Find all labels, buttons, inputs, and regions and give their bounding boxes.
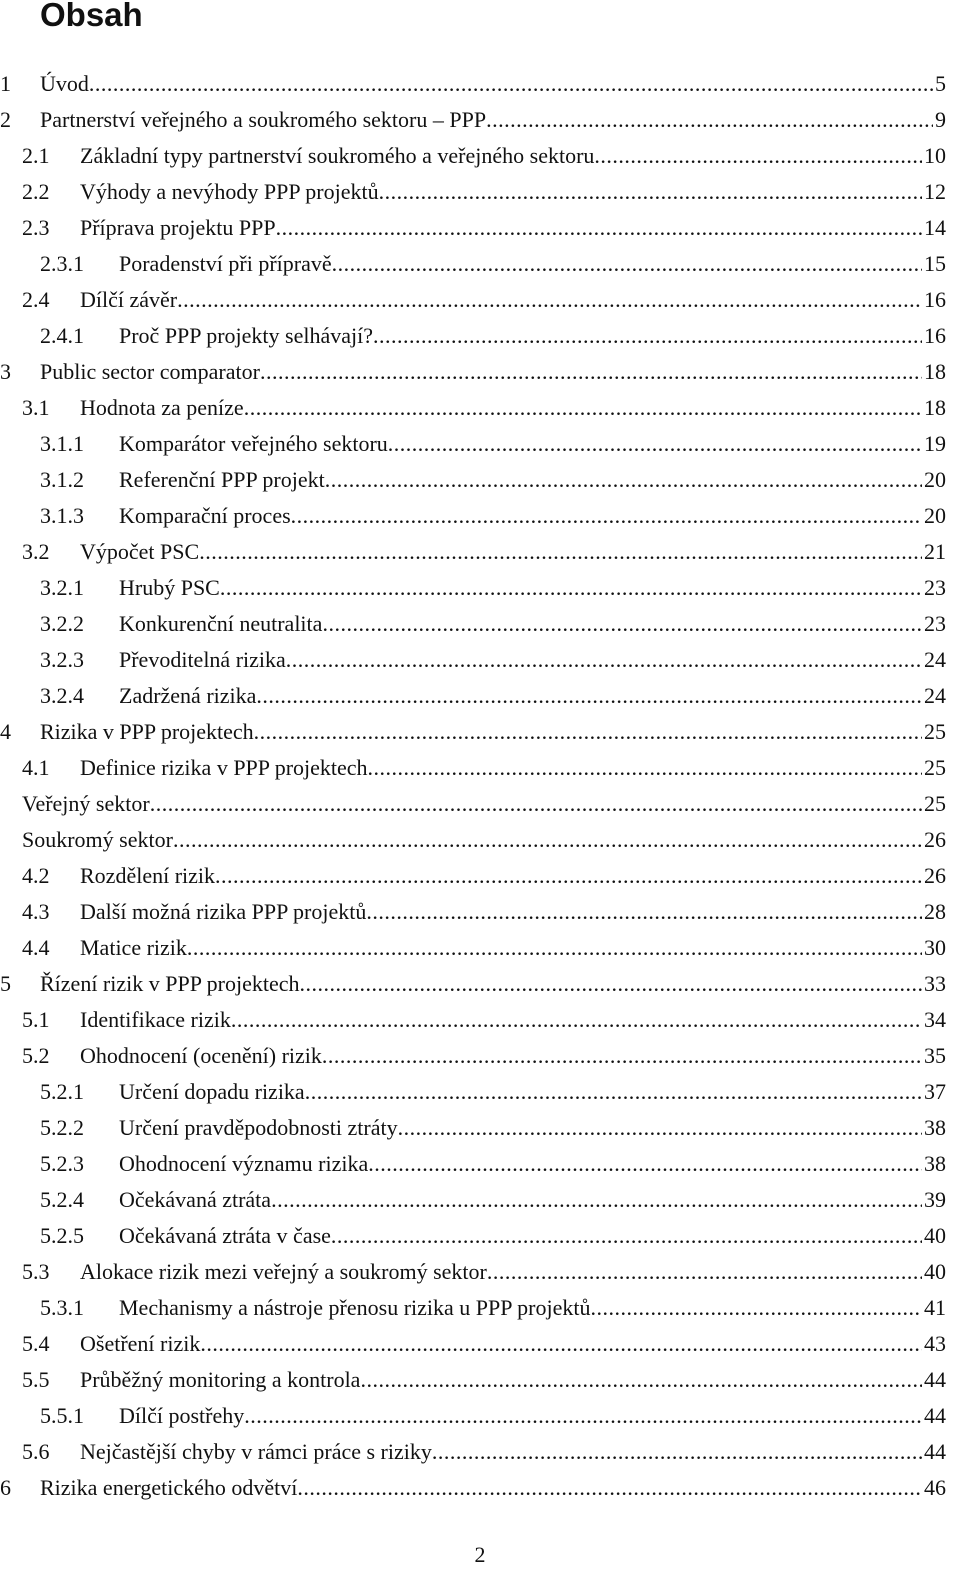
toc-dot-leader: [199, 534, 922, 570]
toc-entry[interactable]: [0, 570, 946, 606]
toc-dot-leader: [187, 930, 922, 966]
toc-entry-number: 1: [0, 71, 11, 96]
toc-entry-number: 3.2.4: [40, 683, 84, 708]
toc-entry-title: Veřejný sektor: [22, 791, 150, 816]
toc-entry-title: Partnerství veřejného a soukromého sektoru – PPP: [40, 107, 487, 132]
toc-entry-number: 2.4.1: [40, 323, 84, 348]
toc-dot-leader: [432, 1434, 922, 1470]
toc-dot-leader: [299, 966, 922, 1002]
toc-entry-number: 2: [0, 107, 11, 132]
toc-entry-title: Příprava projektu PPP: [80, 215, 276, 240]
toc-dot-leader: [231, 1002, 922, 1038]
toc-dot-leader: [305, 1074, 922, 1110]
toc-entry[interactable]: [0, 282, 946, 318]
toc-entry[interactable]: [0, 1218, 946, 1254]
toc-entry-title: Komparační proces: [119, 503, 291, 528]
toc-entry-page: 26: [924, 827, 946, 852]
toc-entry-title: Poradenství při přípravě: [119, 251, 332, 276]
toc-entry[interactable]: [0, 750, 946, 786]
toc-dot-leader: [366, 894, 922, 930]
toc-dot-leader: [594, 138, 922, 174]
toc-entry-number: 3: [0, 359, 11, 384]
toc-dot-leader: [360, 1362, 922, 1398]
toc-dot-leader: [89, 66, 933, 102]
toc-entry-page: 41: [924, 1295, 946, 1320]
toc-entry-title: Proč PPP projekty selhávají?: [119, 323, 373, 348]
toc-entry[interactable]: [0, 138, 946, 174]
toc-dot-leader: [322, 606, 922, 642]
toc-entry-title: Mechanismy a nástroje přenosu rizika u PPP projektů: [119, 1295, 591, 1320]
toc-entry[interactable]: [0, 858, 946, 894]
toc-entry-title: Soukromý sektor: [22, 827, 173, 852]
toc-entry-title: Definice rizika v PPP projektech: [80, 755, 368, 780]
toc-entry-page: 40: [924, 1259, 946, 1284]
toc-entry-page: 10: [924, 143, 946, 168]
toc-entry-page: 20: [924, 503, 946, 528]
toc-entry-number: 5.3.1: [40, 1295, 84, 1320]
toc-entry-number: 4.1: [22, 755, 50, 780]
toc-entry-number: 5.3: [22, 1259, 50, 1284]
toc-dot-leader: [368, 750, 922, 786]
toc-entry-title: Nejčastější chyby v rámci práce s riziky: [80, 1439, 432, 1464]
toc-entry-page: 23: [924, 611, 946, 636]
toc-entry-number: 2.2: [22, 179, 50, 204]
toc-entry-number: 2.1: [22, 143, 50, 168]
toc-entry-page: 20: [924, 467, 946, 492]
toc-dot-leader: [368, 1146, 922, 1182]
toc-entry-page: 24: [924, 683, 946, 708]
toc-entry-title: Dílčí závěr: [80, 287, 178, 312]
toc-entry-number: 5.2.5: [40, 1223, 84, 1248]
toc-entry-title: Řízení rizik v PPP projektech: [40, 971, 300, 996]
toc-entry-page: 35: [924, 1043, 946, 1068]
toc-entry-number: 5.2.2: [40, 1115, 84, 1140]
toc-entry-number: 4.4: [22, 935, 50, 960]
toc-entry[interactable]: [0, 714, 946, 750]
toc-entry-page: 34: [924, 1007, 946, 1032]
toc-entry[interactable]: [0, 786, 946, 822]
toc-dot-leader: [215, 858, 922, 894]
toc-entry-page: 30: [924, 935, 946, 960]
toc-entry-page: 15: [924, 251, 946, 276]
toc-dot-leader: [220, 570, 922, 606]
toc-entry[interactable]: [0, 678, 946, 714]
toc-entry-page: 19: [924, 431, 946, 456]
toc-entry-page: 44: [924, 1403, 946, 1428]
toc-entry-page: 21: [924, 539, 946, 564]
toc-entry[interactable]: [0, 606, 946, 642]
toc-entry-title: Rozdělení rizik: [80, 863, 216, 888]
toc-entry[interactable]: [0, 1362, 946, 1398]
toc-entry-title: Výpočet PSC: [80, 539, 200, 564]
toc-dot-leader: [150, 786, 922, 822]
toc-entry-title: Určení pravděpodobnosti ztráty: [119, 1115, 398, 1140]
toc-entry-page: 24: [924, 647, 946, 672]
toc-entry-title: Rizika energetického odvětví: [40, 1475, 298, 1500]
toc-entry-number: 4.2: [22, 863, 50, 888]
toc-entry-page: 25: [924, 755, 946, 780]
toc-entry-page: 23: [924, 575, 946, 600]
toc-entry-title: Očekávaná ztráta: [119, 1187, 272, 1212]
toc-entry-title: Další možná rizika PPP projektů: [80, 899, 367, 924]
toc-entry-number: 5.2.4: [40, 1187, 84, 1212]
page-number: 2: [474, 1542, 486, 1567]
toc-entry-number: 2.4: [22, 287, 50, 312]
toc-entry-title: Komparátor veřejného sektoru: [119, 431, 388, 456]
toc-entry-number: 5.1: [22, 1007, 50, 1032]
toc-entry-number: 2.3.1: [40, 251, 84, 276]
toc-entry-number: 6: [0, 1475, 11, 1500]
toc-entry-title: Průběžný monitoring a kontrola: [80, 1367, 361, 1392]
toc-entry-title: Konkurenční neutralita: [119, 611, 323, 636]
toc-entry[interactable]: [0, 66, 946, 102]
toc-entry-page: 43: [924, 1331, 946, 1356]
toc-entry[interactable]: [0, 102, 946, 138]
toc-entry-number: 5.5.1: [40, 1403, 84, 1428]
toc-entry[interactable]: [0, 1434, 946, 1470]
toc-entry-number: 5: [0, 971, 11, 996]
table-of-contents: [0, 66, 946, 1506]
toc-entry-title: Hrubý PSC: [119, 575, 220, 600]
toc-entry[interactable]: [0, 462, 946, 498]
toc-entry-page: 16: [924, 287, 946, 312]
toc-dot-leader: [291, 498, 922, 534]
toc-dot-leader: [286, 642, 922, 678]
toc-entry-title: Úvod: [40, 71, 89, 96]
toc-dot-leader: [388, 426, 922, 462]
toc-entry[interactable]: [0, 1290, 946, 1326]
toc-entry[interactable]: [0, 498, 946, 534]
toc-entry-page: 25: [924, 791, 946, 816]
toc-entry[interactable]: [0, 1470, 946, 1506]
toc-entry-title: Výhody a nevýhody PPP projektů: [80, 179, 379, 204]
toc-entry-title: Převoditelná rizika: [119, 647, 286, 672]
toc-entry-page: 26: [924, 863, 946, 888]
toc-entry-page: 14: [924, 215, 946, 240]
toc-entry-number: 5.5: [22, 1367, 50, 1392]
toc-entry-page: 40: [924, 1223, 946, 1248]
toc-entry[interactable]: [0, 390, 946, 426]
toc-entry-number: 5.2: [22, 1043, 50, 1068]
toc-entry-number: 3.1: [22, 395, 50, 420]
toc-entry-page: 33: [924, 971, 946, 996]
toc-entry-page: 5: [935, 71, 946, 96]
toc-entry-page: 25: [924, 719, 946, 744]
toc-dot-leader: [332, 246, 922, 282]
toc-dot-leader: [260, 354, 922, 390]
toc-entry-page: 44: [924, 1439, 946, 1464]
toc-entry[interactable]: [0, 1038, 946, 1074]
toc-entry-number: 5.6: [22, 1439, 50, 1464]
toc-dot-leader: [254, 714, 922, 750]
toc-entry-title: Rizika v PPP projektech: [40, 719, 254, 744]
toc-entry-number: 3.1.2: [40, 467, 84, 492]
toc-dot-leader: [244, 1398, 922, 1434]
toc-entry-page: 38: [924, 1115, 946, 1140]
toc-entry-title: Základní typy partnerství soukromého a veřejného sektoru: [80, 143, 595, 168]
toc-dot-leader: [379, 174, 922, 210]
toc-entry-number: 5.2.1: [40, 1079, 84, 1104]
toc-dot-leader: [591, 1290, 923, 1326]
toc-entry[interactable]: [0, 534, 946, 570]
toc-dot-leader: [271, 1182, 922, 1218]
toc-entry-number: 4: [0, 719, 11, 744]
toc-entry-number: 3.2.3: [40, 647, 84, 672]
toc-entry-number: 2.3: [22, 215, 50, 240]
toc-entry-number: 5.4: [22, 1331, 50, 1356]
toc-dot-leader: [177, 282, 922, 318]
toc-entry[interactable]: [0, 822, 946, 858]
toc-dot-leader: [276, 210, 922, 246]
toc-entry[interactable]: [0, 966, 946, 1002]
toc-entry[interactable]: [0, 210, 946, 246]
toc-entry-number: 3.1.3: [40, 503, 84, 528]
toc-entry-title: Referenční PPP projekt: [119, 467, 325, 492]
toc-entry-page: 37: [924, 1079, 946, 1104]
toc-dot-leader: [331, 1218, 922, 1254]
toc-entry-title: Očekávaná ztráta v čase: [119, 1223, 331, 1248]
toc-dot-leader: [297, 1470, 922, 1506]
toc-entry-page: 18: [924, 359, 946, 384]
toc-entry-title: Ošetření rizik: [80, 1331, 201, 1356]
toc-entry[interactable]: [0, 1074, 946, 1110]
toc-dot-leader: [244, 390, 922, 426]
toc-dot-leader: [173, 822, 922, 858]
toc-entry-page: 39: [924, 1187, 946, 1212]
toc-entry-number: 3.2.1: [40, 575, 84, 600]
toc-entry-page: 38: [924, 1151, 946, 1176]
toc-entry[interactable]: [0, 1398, 946, 1434]
toc-entry-page: 16: [924, 323, 946, 348]
toc-entry-title: Ohodnocení významu rizika: [119, 1151, 369, 1176]
toc-entry-number: 3.1.1: [40, 431, 84, 456]
toc-dot-leader: [322, 1038, 922, 1074]
toc-entry[interactable]: [0, 1146, 946, 1182]
toc-entry-number: 5.2.3: [40, 1151, 84, 1176]
toc-dot-leader: [325, 462, 922, 498]
toc-entry[interactable]: [0, 246, 946, 282]
toc-entry-title: Identifikace rizik: [80, 1007, 231, 1032]
toc-entry[interactable]: [0, 1254, 946, 1290]
toc-entry[interactable]: [0, 174, 946, 210]
toc-entry[interactable]: [0, 1326, 946, 1362]
toc-dot-leader: [398, 1110, 922, 1146]
toc-entry-page: 44: [924, 1367, 946, 1392]
toc-entry-number: 3.2.2: [40, 611, 84, 636]
toc-entry-title: Hodnota za peníze: [80, 395, 244, 420]
toc-entry-page: 46: [924, 1475, 946, 1500]
toc-entry[interactable]: [0, 930, 946, 966]
toc-entry[interactable]: [0, 1002, 946, 1038]
toc-entry-title: Ohodnocení (ocenění) rizik: [80, 1043, 322, 1068]
toc-entry-title: Matice rizik: [80, 935, 187, 960]
toc-dot-leader: [373, 318, 922, 354]
toc-entry-number: 3.2: [22, 539, 50, 564]
toc-entry-page: 18: [924, 395, 946, 420]
toc-entry-number: 4.3: [22, 899, 50, 924]
toc-entry[interactable]: [0, 1182, 946, 1218]
toc-entry-title: Public sector comparator: [40, 359, 260, 384]
toc-entry-title: Určení dopadu rizika: [119, 1079, 305, 1104]
toc-entry[interactable]: [0, 318, 946, 354]
page-title: Obsah: [40, 0, 143, 33]
toc-entry-page: 28: [924, 899, 946, 924]
toc-entry[interactable]: [0, 354, 946, 390]
toc-entry-page: 9: [935, 107, 946, 132]
toc-dot-leader: [256, 678, 922, 714]
toc-entry[interactable]: [0, 1110, 946, 1146]
toc-entry-title: Zadržená rizika: [119, 683, 257, 708]
toc-dot-leader: [487, 1254, 922, 1290]
toc-entry-title: Dílčí postřehy: [119, 1403, 245, 1428]
toc-entry[interactable]: [0, 642, 946, 678]
toc-dot-leader: [486, 102, 933, 138]
toc-entry-title: Alokace rizik mezi veřejný a soukromý sektor: [80, 1259, 487, 1284]
toc-dot-leader: [200, 1326, 922, 1362]
toc-entry-page: 12: [924, 179, 946, 204]
toc-entry[interactable]: [0, 894, 946, 930]
toc-entry[interactable]: [0, 426, 946, 462]
